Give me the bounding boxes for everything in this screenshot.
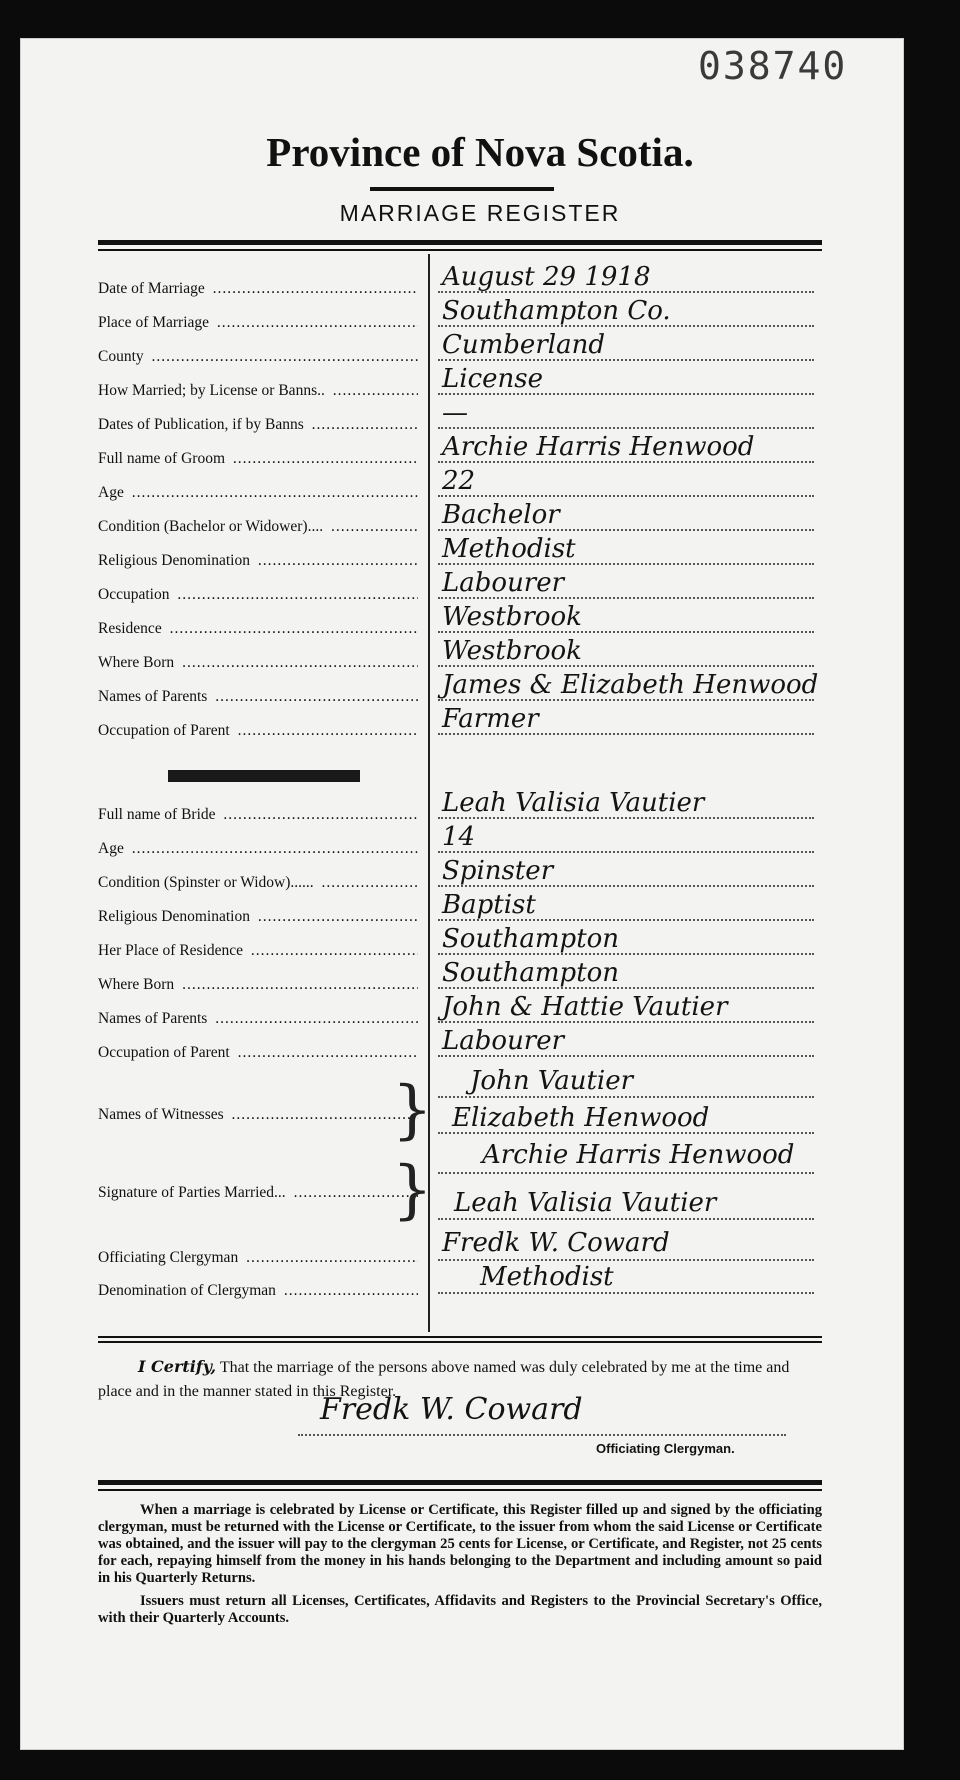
notice-rule [98, 1480, 822, 1485]
field-line [438, 953, 814, 955]
certification-body: That the marriage of the persons above named was duly celebrated by me at the time and place and in the manner stated in this Register. [98, 1359, 790, 1400]
instructions-notice [98, 1502, 822, 1633]
field-value: Baptist [442, 890, 536, 920]
field-line [438, 631, 814, 633]
field-value: Archie Harris Henwood [442, 432, 755, 462]
field-value: Southampton [442, 958, 620, 988]
field-value: Westbrook [442, 602, 582, 632]
field-label: Place of Marriage ..... [98, 314, 418, 332]
field-value: Labourer [442, 1026, 565, 1056]
field-label: Religious Denomination ..... [98, 552, 418, 570]
clergy-denomination-line [438, 1292, 814, 1294]
field-line [438, 461, 814, 463]
field-value: Labourer [442, 568, 565, 598]
officiating-clergyman-label: Officiating Clergyman ..... [98, 1249, 418, 1267]
field-line [438, 699, 814, 701]
notice-paragraph-1: When a marriage is celebrated by License or Certificate, this Register filled up and signed by the officiating clergyman, must be returned with the License or Certificate, to the issuer from whom the said License or Certificate was obtained, and the issuer will pay to the clergyman 25 cents for License, or Certificate, and Register, not 25 cents for each, repaying himself from the money in his hands belonging to the Department and including amount so paid in his Quarterly Returns. [98, 1502, 822, 1586]
field-label: Occupation of Parent ..... [98, 1044, 418, 1062]
field-line [438, 325, 814, 327]
field-label: Occupation ..... [98, 586, 418, 604]
field-line [438, 529, 814, 531]
header-rule-thin [98, 249, 822, 251]
page-title: Province of Nova Scotia. [266, 129, 694, 175]
page-subtitle: MARRIAGE REGISTER [339, 200, 621, 226]
field-value: August 29 1918 [442, 262, 651, 292]
field-label: Names of Parents ..... [98, 1010, 418, 1028]
witness-2: Elizabeth Henwood [452, 1103, 710, 1133]
clergy-denomination-label: Denomination of Clergyman ..... [98, 1282, 418, 1300]
field-label: Age ..... [98, 840, 418, 858]
witness-2-line [438, 1132, 814, 1134]
field-label: Where Born ..... [98, 654, 418, 672]
field-value: Bachelor [442, 500, 560, 530]
field-label: Age ..... [98, 484, 418, 502]
field-value: Spinster [442, 856, 554, 886]
field-line [438, 919, 814, 921]
parties-brace: } [392, 1153, 433, 1227]
body-rule [98, 1336, 822, 1338]
field-line [438, 359, 814, 361]
stamp-number: 038740 [698, 44, 848, 88]
field-value: License [442, 364, 544, 394]
party-groom-signature: Archie Harris Henwood [482, 1140, 795, 1170]
certification-lead: I Certify, [138, 1357, 217, 1376]
field-label: Condition (Spinster or Widow)...... ..... [98, 874, 418, 892]
header-rule [98, 240, 822, 245]
field-label: How Married; by License or Banns.. ..... [98, 382, 418, 400]
field-label: Full name of Bride ..... [98, 806, 418, 824]
field-value: Southampton Co. [442, 296, 671, 326]
party-bride-line [438, 1218, 814, 1220]
field-label: Date of Marriage ..... [98, 280, 418, 298]
field-value: 22 [442, 466, 476, 496]
field-value: Southampton [442, 924, 620, 954]
field-label: County ..... [98, 348, 418, 366]
field-value: Farmer [442, 704, 539, 734]
officiating-clergyman-value: Fredk W. Coward [442, 1228, 670, 1258]
field-line [438, 665, 814, 667]
field-value: 14 [442, 822, 476, 852]
field-value: — [442, 398, 468, 428]
field-line [438, 495, 814, 497]
clergy-denomination-value: Methodist [480, 1262, 614, 1292]
field-label: Occupation of Parent ..... [98, 722, 418, 740]
notice-rule-thin [98, 1489, 822, 1491]
signature-caption: Officiating Clergyman. [596, 1441, 735, 1456]
party-groom-line [438, 1172, 814, 1174]
officiating-clergyman-line [438, 1259, 814, 1261]
body-rule-2 [98, 1341, 822, 1343]
field-line [438, 597, 814, 599]
parties-label: Signature of Parties Married... ..... [98, 1184, 418, 1202]
field-label: Religious Denomination ..... [98, 908, 418, 926]
field-label: Dates of Publication, if by Banns ..... [98, 416, 418, 434]
clergy-signature: Fredk W. Coward [320, 1392, 583, 1427]
bride-section-marker [168, 770, 360, 782]
witness-1-line [438, 1096, 814, 1098]
field-line [438, 427, 814, 429]
field-value: Westbrook [442, 636, 582, 666]
field-value: Leah Valisia Vautier [442, 788, 705, 818]
field-value: James & Elizabeth Henwood [442, 670, 819, 700]
field-line [438, 733, 814, 735]
field-line [438, 1055, 814, 1057]
title-underline [370, 187, 554, 191]
field-label: Names of Parents ..... [98, 688, 418, 706]
witness-1: John Vautier [470, 1066, 634, 1096]
field-label: Where Born ..... [98, 976, 418, 994]
field-label: Residence ..... [98, 620, 418, 638]
field-line [438, 563, 814, 565]
field-label: Her Place of Residence ..... [98, 942, 418, 960]
field-line [438, 987, 814, 989]
field-label: Condition (Bachelor or Widower).... ..... [98, 518, 418, 536]
field-line [438, 885, 814, 887]
field-line [438, 1021, 814, 1023]
field-line [438, 817, 814, 819]
signature-line [298, 1434, 786, 1436]
witnesses-brace: } [392, 1073, 433, 1147]
field-line [438, 851, 814, 853]
field-line [438, 393, 814, 395]
field-value: John & Hattie Vautier [442, 992, 728, 1022]
field-line [438, 291, 814, 293]
field-label: Full name of Groom ..... [98, 450, 418, 468]
notice-paragraph-2: Issuers must return all Licenses, Certificates, Affidavits and Registers to the Provincial Secretary's Office, with their Quarterly Accounts. [98, 1593, 822, 1626]
field-value: Cumberland [442, 330, 605, 360]
party-bride-signature: Leah Valisia Vautier [454, 1188, 717, 1218]
field-value: Methodist [442, 534, 576, 564]
witnesses-label: Names of Witnesses ..... [98, 1106, 418, 1124]
